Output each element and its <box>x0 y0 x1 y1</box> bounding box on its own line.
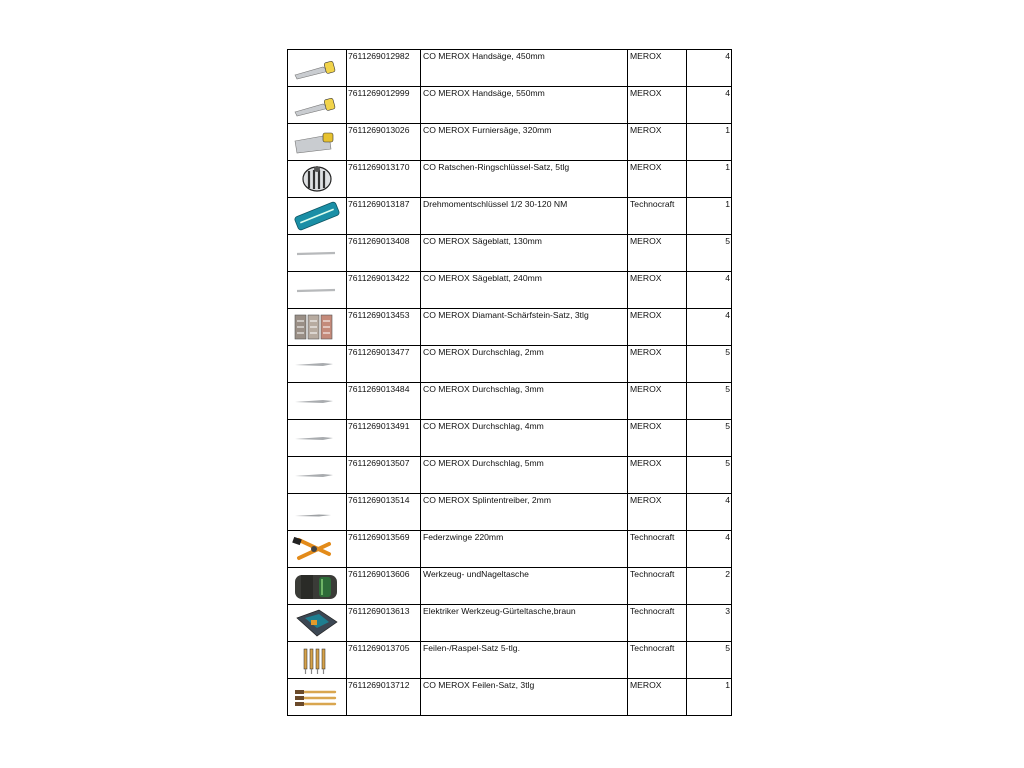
ean-cell: 7611269013514 <box>347 494 421 531</box>
table-row <box>288 568 732 605</box>
brand-cell: Technocraft <box>628 568 687 605</box>
description-cell: Federzwinge 220mm <box>421 531 628 568</box>
brand-cell: MEROX <box>628 272 687 309</box>
table-row <box>288 531 732 568</box>
brand-cell: MEROX <box>628 346 687 383</box>
brand-cell: MEROX <box>628 124 687 161</box>
quantity-cell: 5 <box>687 420 732 457</box>
ean-cell: 7611269013422 <box>347 272 421 309</box>
product-image-cell <box>288 457 347 494</box>
brand-cell: MEROX <box>628 383 687 420</box>
description-cell: Elektriker Werkzeug-Gürteltasche,braun <box>421 605 628 642</box>
product-image-cell <box>288 494 347 531</box>
product-image-cell <box>288 124 347 161</box>
table-row <box>288 87 732 124</box>
quantity-cell: 4 <box>687 272 732 309</box>
description-cell: CO MEROX Handsäge, 450mm <box>421 50 628 87</box>
torque-wrench-case-icon <box>289 199 345 233</box>
description-cell: CO MEROX Feilen-Satz, 3tlg <box>421 679 628 716</box>
table-row <box>288 50 732 87</box>
veneer-saw-icon <box>289 125 345 159</box>
inventory-table <box>287 49 732 716</box>
ean-cell: 7611269013408 <box>347 235 421 272</box>
ean-cell: 7611269013705 <box>347 642 421 679</box>
quantity-cell: 5 <box>687 235 732 272</box>
brand-cell: MEROX <box>628 87 687 124</box>
table-row <box>288 346 732 383</box>
description-cell: CO MEROX Sägeblatt, 130mm <box>421 235 628 272</box>
table-row <box>288 457 732 494</box>
brand-cell: MEROX <box>628 161 687 198</box>
product-image-cell <box>288 642 347 679</box>
ean-cell: 7611269013026 <box>347 124 421 161</box>
description-cell: CO MEROX Durchschlag, 4mm <box>421 420 628 457</box>
quantity-cell: 2 <box>687 568 732 605</box>
product-image-cell <box>288 272 347 309</box>
ean-cell: 7611269013170 <box>347 161 421 198</box>
quantity-cell: 5 <box>687 642 732 679</box>
quantity-cell: 5 <box>687 383 732 420</box>
description-cell: CO MEROX Diamant-Schärfstein-Satz, 3tlg <box>421 309 628 346</box>
table-row <box>288 642 732 679</box>
quantity-cell: 1 <box>687 124 732 161</box>
brand-cell: MEROX <box>628 679 687 716</box>
ean-cell: 7611269012999 <box>347 87 421 124</box>
ean-cell: 7611269013453 <box>347 309 421 346</box>
description-cell: CO MEROX Durchschlag, 2mm <box>421 346 628 383</box>
description-cell: Feilen-/Raspel-Satz 5-tlg. <box>421 642 628 679</box>
quantity-cell: 4 <box>687 50 732 87</box>
description-cell: CO MEROX Durchschlag, 3mm <box>421 383 628 420</box>
product-image-cell <box>288 198 347 235</box>
brand-cell: Technocraft <box>628 531 687 568</box>
pin-punch-icon <box>289 384 345 418</box>
quantity-cell: 3 <box>687 605 732 642</box>
quantity-cell: 5 <box>687 346 732 383</box>
hand-saw-icon <box>289 88 345 122</box>
ean-cell: 7611269013507 <box>347 457 421 494</box>
pin-punch-icon <box>289 421 345 455</box>
description-cell: CO MEROX Furniersäge, 320mm <box>421 124 628 161</box>
table-row <box>288 198 732 235</box>
quantity-cell: 4 <box>687 87 732 124</box>
product-image-cell <box>288 531 347 568</box>
brand-cell: Technocraft <box>628 642 687 679</box>
quantity-cell: 4 <box>687 309 732 346</box>
description-cell: Drehmomentschlüssel 1/2 30-120 NM <box>421 198 628 235</box>
product-image-cell <box>288 383 347 420</box>
brand-cell: MEROX <box>628 457 687 494</box>
sharpening-stone-set-icon <box>289 310 345 344</box>
description-cell: CO MEROX Handsäge, 550mm <box>421 87 628 124</box>
quantity-cell: 5 <box>687 457 732 494</box>
brand-cell: MEROX <box>628 420 687 457</box>
ratchet-wrench-set-icon <box>289 162 345 196</box>
quantity-cell: 1 <box>687 161 732 198</box>
product-image-cell <box>288 568 347 605</box>
ean-cell: 7611269013491 <box>347 420 421 457</box>
product-image-cell <box>288 87 347 124</box>
table-row <box>288 235 732 272</box>
ean-cell: 7611269013187 <box>347 198 421 235</box>
ean-cell: 7611269013569 <box>347 531 421 568</box>
saw-blade-icon <box>289 236 345 270</box>
product-image-cell <box>288 235 347 272</box>
table-row <box>288 605 732 642</box>
table-row <box>288 124 732 161</box>
file-rasp-set-icon <box>289 643 345 677</box>
ean-cell: 7611269013712 <box>347 679 421 716</box>
file-set-icon <box>289 680 345 714</box>
brand-cell: MEROX <box>628 309 687 346</box>
brand-cell: Technocraft <box>628 198 687 235</box>
product-image-cell <box>288 420 347 457</box>
product-image-cell <box>288 50 347 87</box>
inventory-body <box>288 50 732 716</box>
table-row <box>288 309 732 346</box>
brand-cell: MEROX <box>628 494 687 531</box>
ean-cell: 7611269013613 <box>347 605 421 642</box>
description-cell: CO MEROX Durchschlag, 5mm <box>421 457 628 494</box>
table-row <box>288 383 732 420</box>
pin-punch-icon <box>289 347 345 381</box>
quantity-cell: 1 <box>687 679 732 716</box>
product-image-cell <box>288 161 347 198</box>
hand-saw-icon <box>289 51 345 85</box>
product-image-cell <box>288 679 347 716</box>
description-cell: CO MEROX Sägeblatt, 240mm <box>421 272 628 309</box>
brand-cell: Technocraft <box>628 605 687 642</box>
quantity-cell: 4 <box>687 531 732 568</box>
ean-cell: 7611269013606 <box>347 568 421 605</box>
table-row <box>288 494 732 531</box>
table-row <box>288 161 732 198</box>
brand-cell: MEROX <box>628 50 687 87</box>
table-row <box>288 272 732 309</box>
spring-clamp-icon <box>289 532 345 566</box>
brand-cell: MEROX <box>628 235 687 272</box>
tool-belt-bag-icon <box>289 606 345 640</box>
description-cell: Werkzeug- undNageltasche <box>421 568 628 605</box>
description-cell: CO MEROX Splintentreiber, 2mm <box>421 494 628 531</box>
description-cell: CO Ratschen-Ringschlüssel-Satz, 5tlg <box>421 161 628 198</box>
tool-pouch-icon <box>289 569 345 603</box>
product-image-cell <box>288 346 347 383</box>
product-image-cell <box>288 309 347 346</box>
quantity-cell: 1 <box>687 198 732 235</box>
ean-cell: 7611269012982 <box>347 50 421 87</box>
pin-driver-icon <box>289 495 345 529</box>
ean-cell: 7611269013484 <box>347 383 421 420</box>
table-row <box>288 679 732 716</box>
quantity-cell: 4 <box>687 494 732 531</box>
ean-cell: 7611269013477 <box>347 346 421 383</box>
table-row <box>288 420 732 457</box>
product-image-cell <box>288 605 347 642</box>
saw-blade-icon <box>289 273 345 307</box>
pin-punch-icon <box>289 458 345 492</box>
